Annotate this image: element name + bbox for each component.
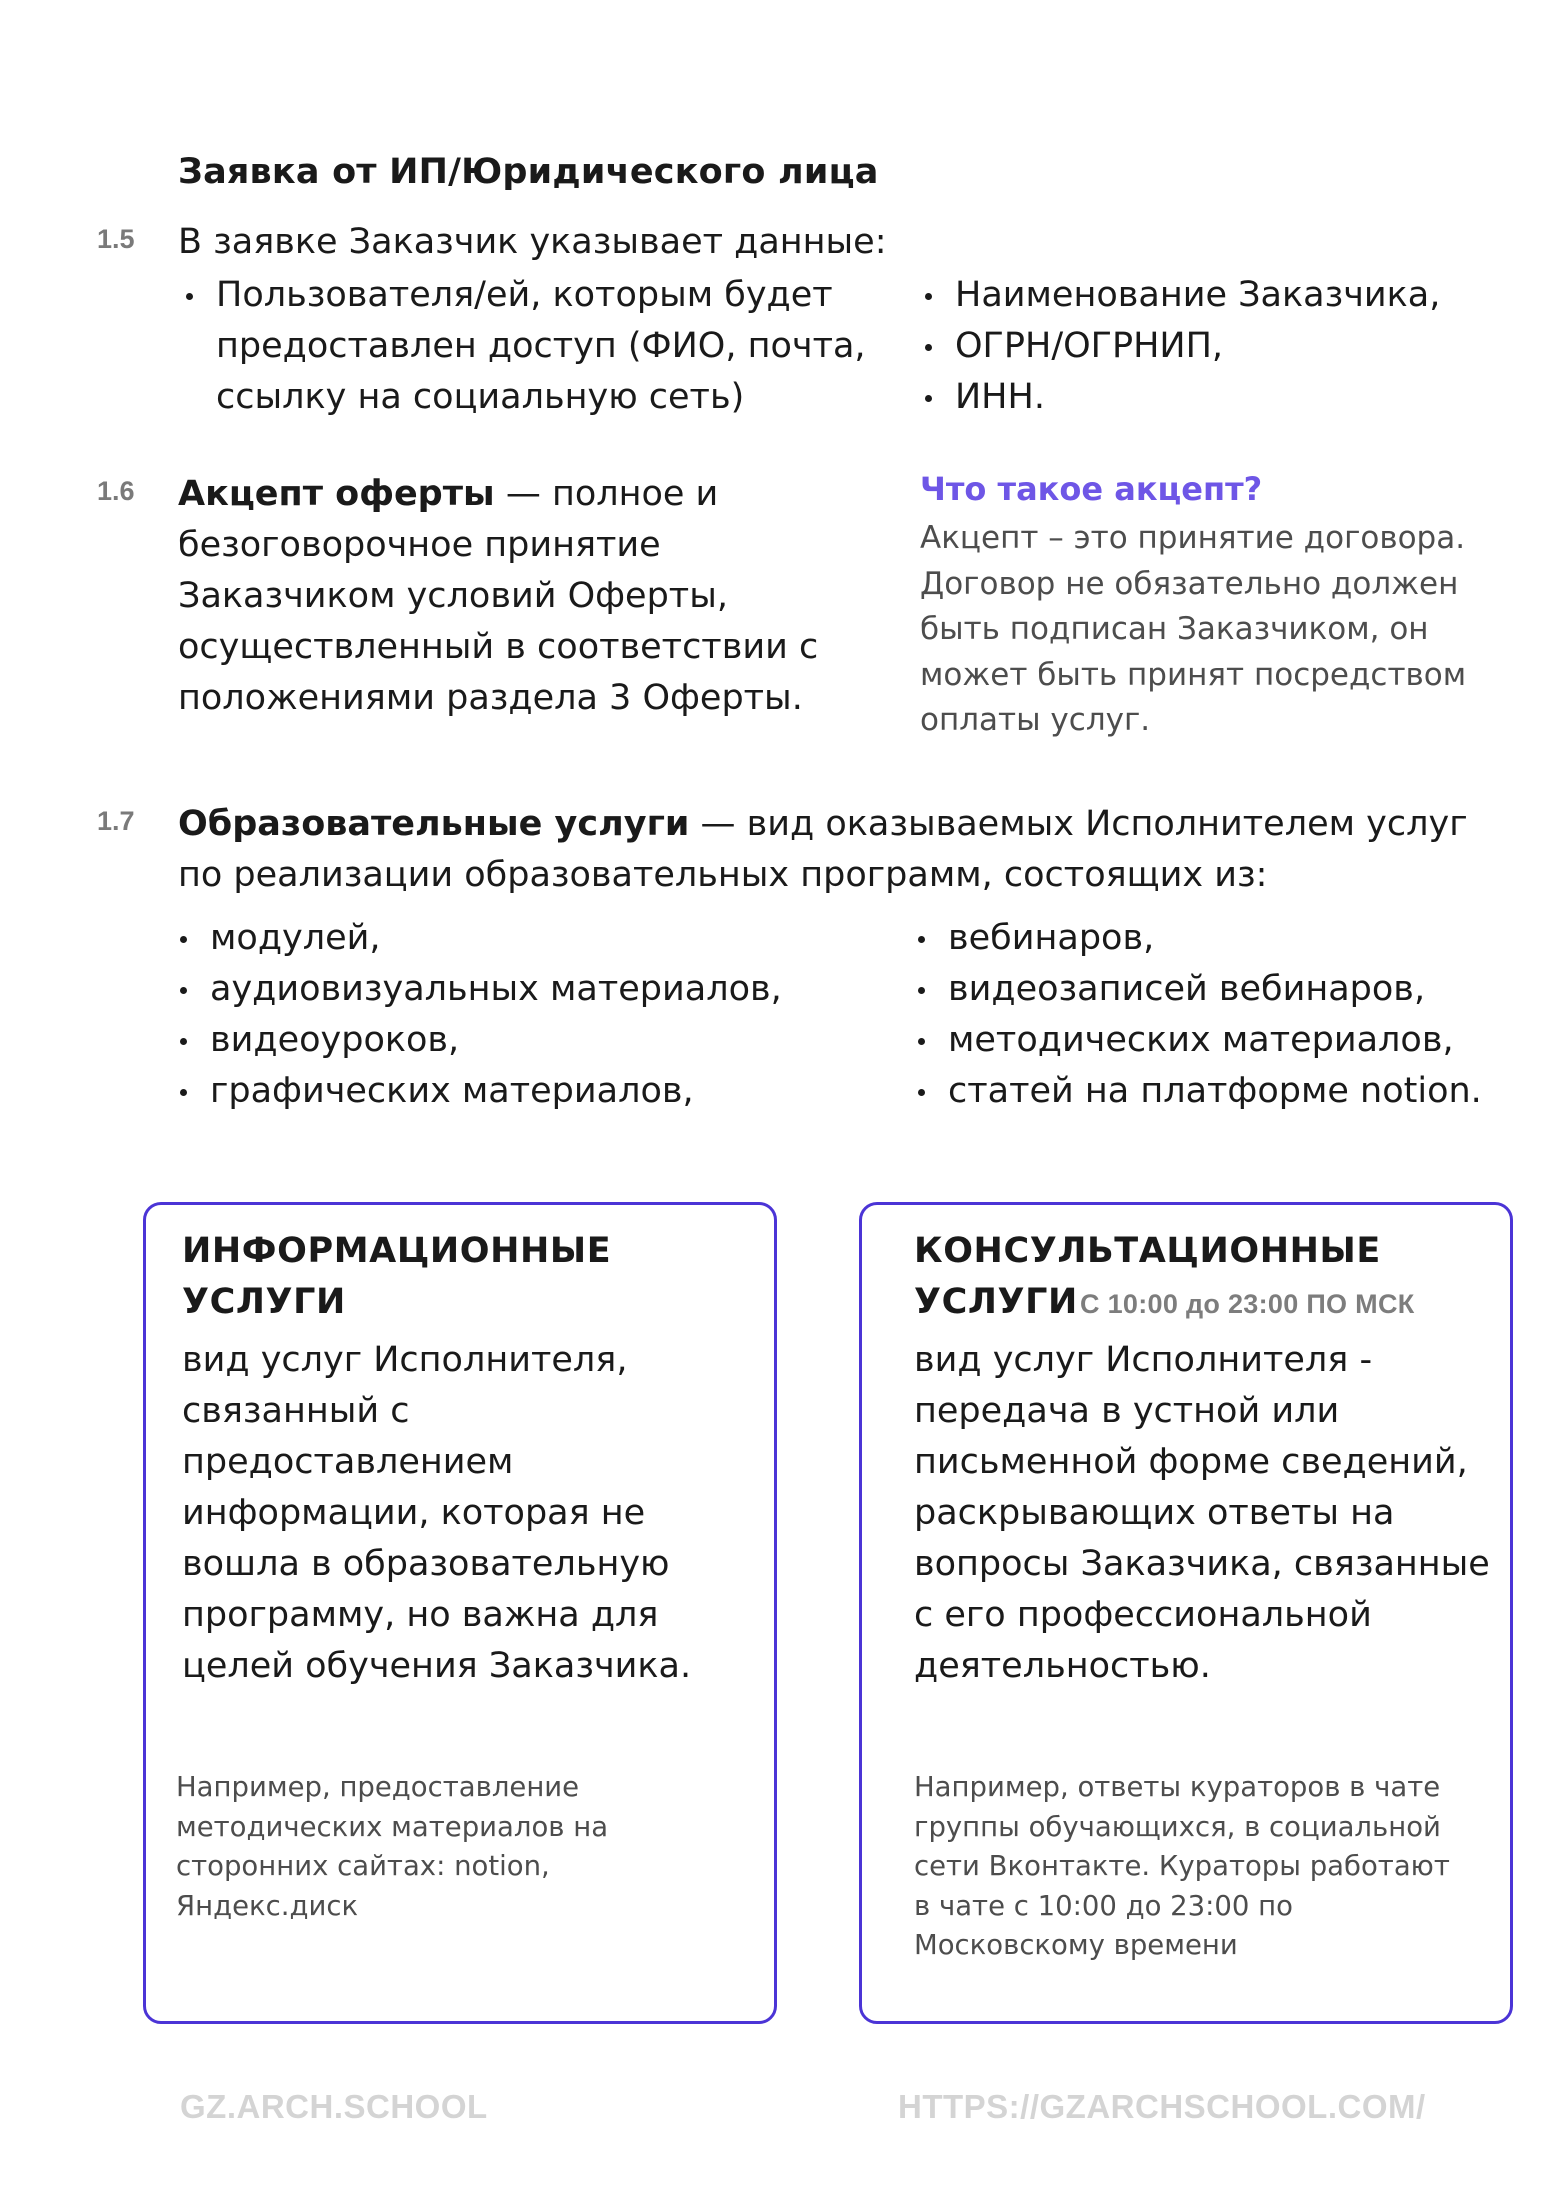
- item-1-5-intro: В заявке Заказчик указывает данные:: [178, 222, 887, 262]
- aside-title: Что такое акцепт?: [920, 470, 1263, 508]
- card-body: вид услуг Исполнителя - передача в устной или письменной форме сведений, раскрывающих ответы на вопросы Заказчика, связанные с его профессиональной деятельностью.: [914, 1340, 1490, 1686]
- item-1-6-definition: [178, 469, 838, 724]
- term-educational-services: Образовательные услуги: [178, 804, 690, 844]
- list-item: Наименование Заказчика,: [917, 270, 1477, 321]
- aside-text: Акцепт – это принятие договора. Договор не обязательно должен быть подписан Заказчиком, он может быть принят посредством оплаты услуг.: [920, 520, 1467, 738]
- card-title-line1: КОНСУЛЬТАЦИОННЫЕ: [914, 1231, 1381, 1271]
- item-number-1-5: 1.5: [97, 224, 135, 254]
- item-1-5-left-list: [178, 270, 878, 423]
- card-note: Например, предоставление методических материалов на сторонних сайтах: notion, Яндекс.диск: [176, 1771, 609, 1922]
- footer-brand: GZ.ARCH.SCHOOL: [180, 2088, 488, 2125]
- list-item: ОГРН/ОГРНИП,: [917, 321, 1477, 372]
- info-services-card: [143, 1202, 777, 2024]
- definition-text: — вид оказываемых Исполнителем услуг по реализации образовательных программ, состоящих из:: [178, 804, 1468, 895]
- footer-url[interactable]: HTTPS://GZARCHSCHOOL.COM/: [898, 2088, 1426, 2125]
- section-title: Заявка от ИП/Юридического лица: [178, 152, 879, 192]
- list-item: статей на платформе notion.: [910, 1066, 1510, 1117]
- term-accept-offer: Акцепт оферты: [178, 474, 495, 514]
- item-1-7-left-list: [172, 913, 852, 1117]
- hours-tag: С 10:00 до 23:00 ПО МСК: [1080, 1289, 1415, 1319]
- list-item: методических материалов,: [910, 1015, 1510, 1066]
- list-item: Пользователя/ей, которым будет предоставлен доступ (ФИО, почта, ссылку на социальную сеть): [178, 270, 878, 423]
- list-item: видеозаписей вебинаров,: [910, 964, 1510, 1015]
- card-body: вид услуг Исполнителя, связанный с предоставлением информации, которая не вошла в образовательную программу, но важна для целей обучения Заказчика.: [182, 1340, 692, 1686]
- list-item: видеоуроков,: [172, 1015, 852, 1066]
- list-item: вебинаров,: [910, 913, 1510, 964]
- card-note: Например, ответы кураторов в чате группы обучающихся, в социальной сети Вконтакте. Кураторы работают в чате с 10:00 до 23:00 по Московскому времени: [914, 1771, 1450, 1961]
- consult-services-card: [859, 1202, 1513, 2024]
- item-1-7-definition: [178, 799, 1498, 901]
- list-item: аудиовизуальных материалов,: [172, 964, 852, 1015]
- card-title-line2: УСЛУГИ: [182, 1282, 346, 1322]
- card-title-line2: УСЛУГИ: [914, 1282, 1078, 1322]
- definition-text: — полное и безоговорочное принятие Заказчиком условий Оферты, осуществленный в соответствии с положениями раздела 3 Оферты.: [178, 474, 819, 718]
- list-item: модулей,: [172, 913, 852, 964]
- list-item: графических материалов,: [172, 1066, 852, 1117]
- item-number-1-6: 1.6: [97, 476, 135, 506]
- list-item: ИНН.: [917, 372, 1477, 423]
- item-1-5-right-list: [917, 270, 1477, 423]
- card-title-line1: ИНФОРМАЦИОННЫЕ: [182, 1231, 612, 1271]
- item-1-7-right-list: [910, 913, 1510, 1117]
- item-number-1-7: 1.7: [97, 806, 135, 836]
